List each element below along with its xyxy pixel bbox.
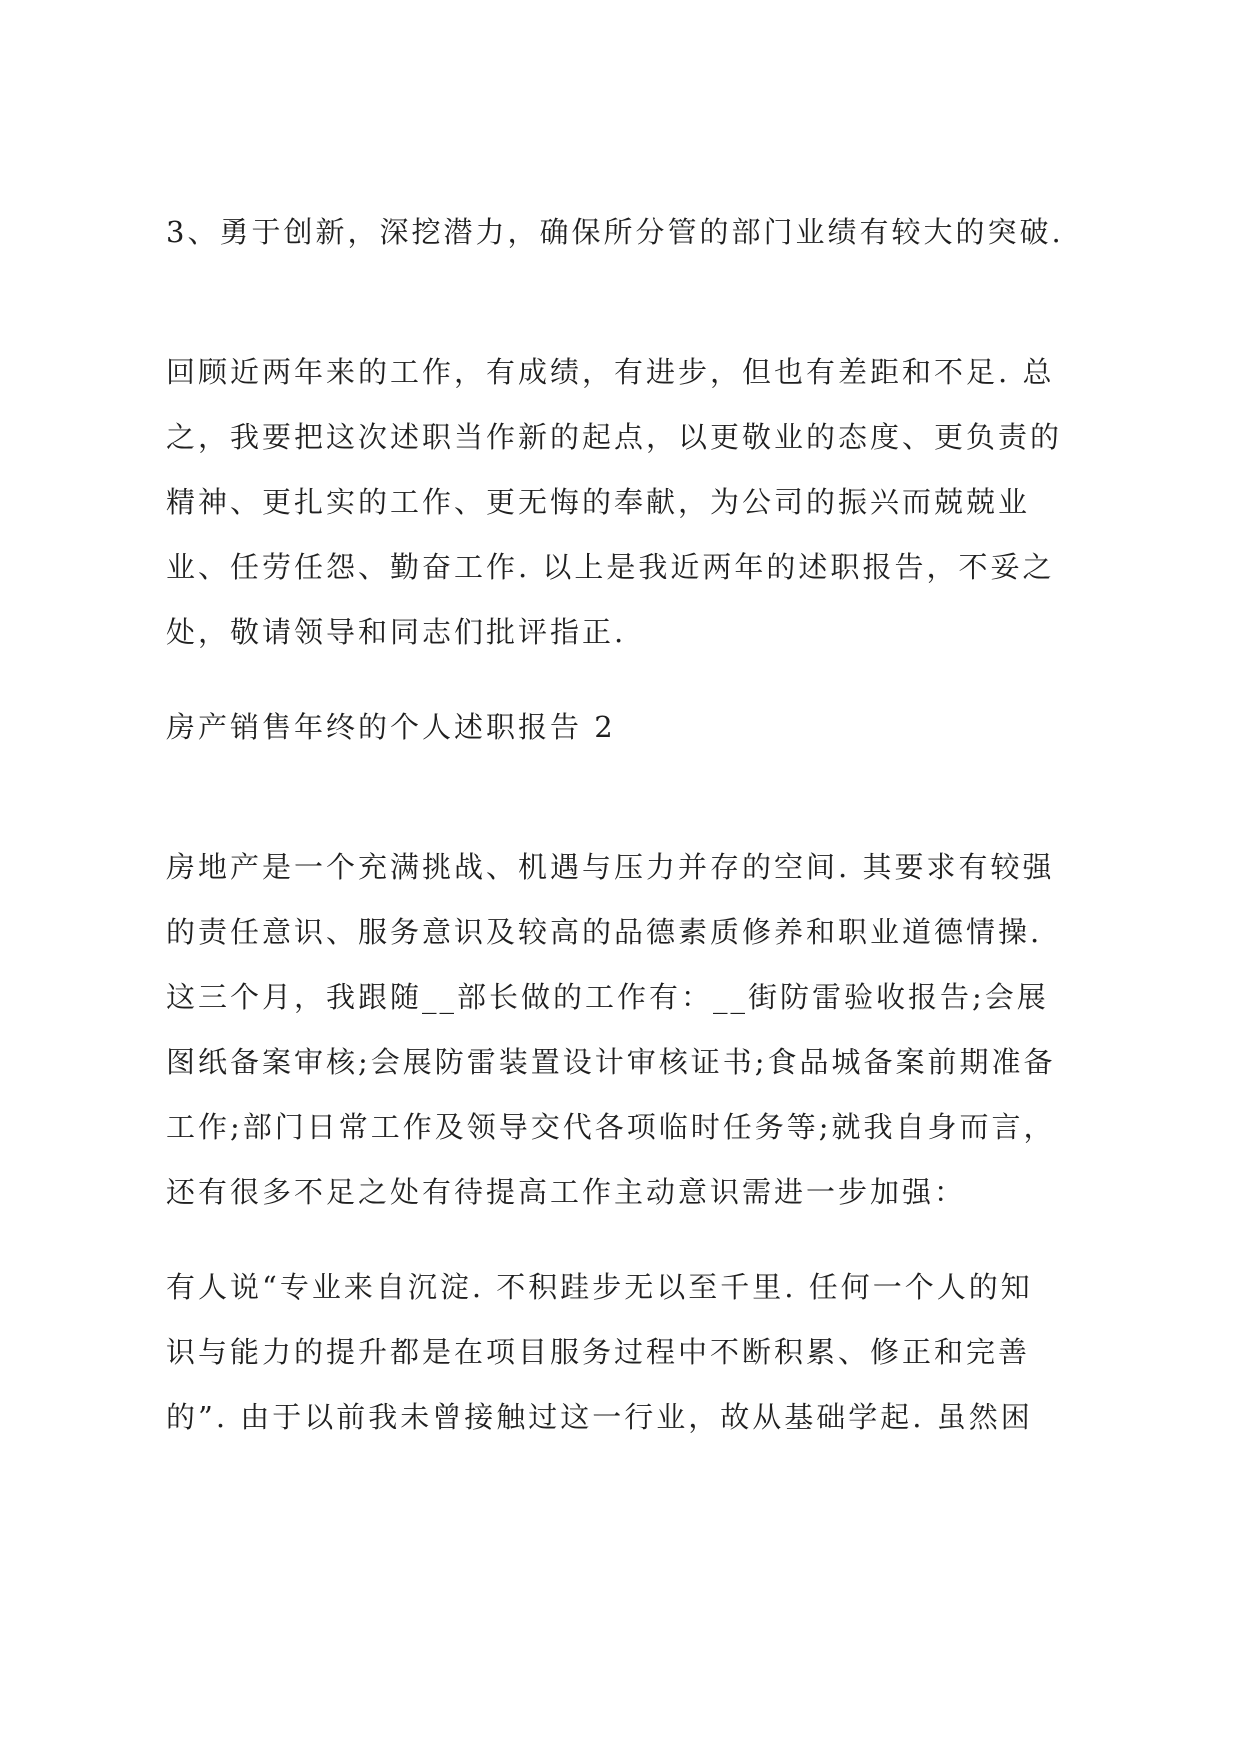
- paragraph-real-estate: [166, 835, 1056, 1225]
- text-line: 3、勇于创新，深挖潜力，确保所分管的部门业绩有较大的突破.: [166, 215, 1064, 249]
- paragraph-professional: [166, 1255, 1033, 1450]
- paragraph-review: [166, 340, 1062, 665]
- paragraph-innovation: [166, 200, 1064, 265]
- text-line: 业、任劳任怨、勤奋工作. 以上是我近两年的述职报告，不妥之: [166, 550, 1055, 584]
- text-line: 精神、更扎实的工作、更无悔的奉献，为公司的振兴而兢兢业: [166, 485, 1031, 519]
- text-line: 房地产是一个充满挑战、机遇与压力并存的空间. 其要求有较强: [166, 850, 1055, 884]
- text-line: 还有很多不足之处有待提高工作主动意识需进一步加强：: [166, 1175, 967, 1209]
- text-line: 识与能力的提升都是在项目服务过程中不断积累、修正和完善: [166, 1335, 1031, 1369]
- section-heading: [166, 695, 616, 760]
- text-line: 图纸备案审核;会展防雷装置设计审核证书;食品城备案前期准备: [166, 1045, 1056, 1079]
- text-line: 的”. 由于以前我未曾接触过这一行业，故从基础学起. 虽然困: [166, 1400, 1033, 1434]
- text-line: 之，我要把这次述职当作新的起点，以更敬业的态度、更负责的: [166, 420, 1063, 454]
- text-line: 工作;部门日常工作及领导交代各项临时任务等;就我自身而言，: [166, 1110, 1056, 1144]
- text-line: 的责任意识、服务意识及较高的品德素质修养和职业道德情操.: [166, 915, 1043, 949]
- text-line: 这三个月，我跟随__部长做的工作有：__街防雷验收报告;会展: [166, 980, 1049, 1014]
- text-line: 处，敬请领导和同志们批评指正.: [166, 615, 627, 649]
- text-line: 有人说“专业来自沉淀. 不积跬步无以至千里. 任何一个人的知: [166, 1270, 1033, 1304]
- text-line: 回顾近两年来的工作，有成绩，有进步，但也有差距和不足. 总: [166, 355, 1055, 389]
- heading-line: 房产销售年终的个人述职报告 2: [166, 710, 616, 744]
